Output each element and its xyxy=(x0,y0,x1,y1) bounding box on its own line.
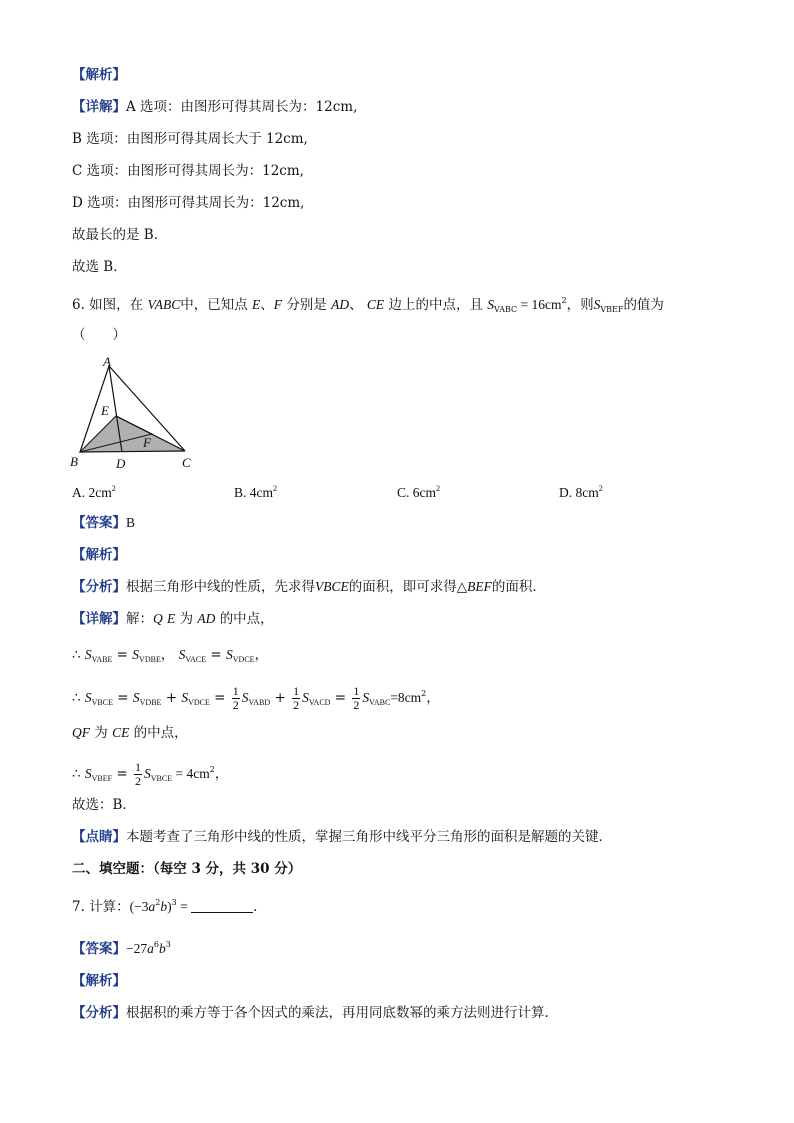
section-2-title: 二、填空题：（每空 3 分，共 30 分） xyxy=(72,861,302,877)
label-c: C xyxy=(182,455,191,470)
q5-detail-a-text: A 选项：由图形可得其周长为：12cm, xyxy=(126,99,358,115)
q6-option-a xyxy=(72,484,116,501)
q6-analysis-bef: BEF xyxy=(467,579,492,594)
step2-s3: S xyxy=(181,690,189,705)
q6-detail-3b: 为 xyxy=(94,725,108,741)
q6-s: S xyxy=(487,297,495,312)
q7-ans-six: 6 xyxy=(153,940,159,949)
q7-analysis xyxy=(72,1004,549,1022)
q6-sub-bef: VBEF xyxy=(600,305,624,314)
q6-detail-e: E xyxy=(167,611,176,626)
step2-sub-e: VACD xyxy=(308,698,331,707)
q6-detail-1c: 的中点， xyxy=(219,611,274,627)
q6-stem xyxy=(72,292,664,319)
q6-option-d xyxy=(559,484,603,501)
q7-ans-three: 3 xyxy=(165,940,171,949)
q6-option-b xyxy=(234,484,277,501)
q7-ans-c: b xyxy=(158,941,166,956)
q7-analysis-tag: 【分析】 xyxy=(72,1005,126,1021)
step2-sub-d: VABD xyxy=(248,698,271,707)
q6-analysis-tri: VBCE xyxy=(315,579,349,594)
fraction-num-2: 1 xyxy=(293,684,300,698)
q5-detail-tag: 【详解】 xyxy=(72,99,126,115)
q7-jiexi-tag: 【解析】 xyxy=(72,973,126,989)
q6-analysis-3: 的面积． xyxy=(491,579,546,595)
q7-stem-text: 7. 计算： xyxy=(72,899,130,915)
q7-answer-tag: 【答案】 xyxy=(72,941,126,957)
q6-stem-part3: 分别是 xyxy=(286,297,327,313)
q6-detail-3c: 的中点， xyxy=(133,725,188,741)
q7-paren-close: ) xyxy=(167,899,172,914)
therefore-symbol-2: ∴ xyxy=(72,690,81,706)
q6-detail-tag: 【详解】 xyxy=(72,611,126,627)
q6-choose: 故选：B． xyxy=(72,797,136,813)
q6-analysis-tag: 【分析】 xyxy=(72,579,126,595)
q6-option-c xyxy=(397,484,440,501)
q7-cube: 3 xyxy=(171,898,177,907)
step2-s5: S xyxy=(302,690,309,705)
q6-stem-part2: 中，已知点 xyxy=(180,297,248,313)
because-symbol: Q xyxy=(153,611,163,626)
q7-ans-b: a xyxy=(147,941,154,956)
label-a: A xyxy=(103,356,111,369)
triangle-symbol: V xyxy=(147,297,155,312)
step4-s1: S xyxy=(84,766,92,781)
q6-sep1: 、 xyxy=(260,297,274,313)
q6-paren: （ ） xyxy=(72,327,126,343)
q6-ad: AD xyxy=(331,297,350,312)
because-symbol-2: Q xyxy=(72,725,82,740)
label-e: E xyxy=(101,403,109,418)
q6-option-c-text: C. 6cm xyxy=(397,485,436,500)
fraction-num-3: 1 xyxy=(353,684,360,698)
fraction-num-1: 1 xyxy=(232,684,239,698)
q5-detail-d: D 选项：由图形可得其周长为：12cm, xyxy=(72,195,305,211)
q6-detail-1 xyxy=(72,610,274,628)
q7-sq2: 2 xyxy=(155,898,161,907)
q6-option-d-sq: 2 xyxy=(598,484,603,493)
q5-detail-c: C 选项：由图形可得其周长为：12cm, xyxy=(72,163,304,179)
step2-sub-a: VBCE xyxy=(91,698,113,707)
q7-analysis-text: 根据积的乘方等于各个因式的乘法，再用同底数幂的乘方法则进行计算. xyxy=(126,1005,549,1021)
therefore-symbol: ∴ xyxy=(72,647,81,663)
step2-s2: S xyxy=(132,690,140,705)
step4-s2: S xyxy=(144,766,151,781)
q6-point-e: E xyxy=(252,297,261,312)
q6-option-a-text: A. 2cm xyxy=(72,485,112,500)
step2-sub-c: VDCE xyxy=(188,698,210,707)
q5-conclusion: 故最长的是 B． xyxy=(72,227,168,243)
q6-point-f: F xyxy=(273,297,283,312)
fraction-num-4: 1 xyxy=(135,760,141,774)
q7-ans-a: −27 xyxy=(126,941,148,956)
step2-result: =8cm xyxy=(390,690,422,705)
step1-sub-a: VABE xyxy=(91,655,113,664)
label-f: F xyxy=(143,435,151,450)
q6-stem-part5: ，则 xyxy=(566,297,594,313)
step2-sq: 2 xyxy=(421,689,427,698)
step1-s1: S xyxy=(84,647,92,662)
q6-answer-tag: 【答案】 xyxy=(72,515,126,531)
step4-sub-a: VBEF xyxy=(91,774,113,783)
q6-sub-abc: VABC xyxy=(494,305,518,314)
fraction-den-4: 2 xyxy=(135,774,141,788)
step2-s1: S xyxy=(84,690,92,705)
q6-option-c-sq: 2 xyxy=(436,484,440,493)
q6-comment xyxy=(72,828,612,846)
q6-ce: CE xyxy=(366,297,385,312)
q6-answer-value: B xyxy=(126,515,136,530)
q6-triangle-figure xyxy=(66,356,206,474)
q6-detail-ce: CE xyxy=(112,725,130,740)
step4-result: = 4cm xyxy=(172,766,210,781)
q5-detail-b: B 选项：由图形可得其周长大于 12cm, xyxy=(72,131,308,147)
step1-s2: S xyxy=(132,647,140,662)
fraction-den-3: 2 xyxy=(353,698,360,712)
q6-stem-part1: 6. 如图，在 xyxy=(72,297,144,313)
q6-comment-text: 本题考查了三角形中线的性质，掌握三角形中线平分三角形的面积是解题的关键． xyxy=(126,829,612,845)
q7-expr-b: a xyxy=(148,899,156,914)
q6-detail-1-text: 解： xyxy=(126,611,153,627)
q6-step4: ∴ $S_{VBEF}$ = $\frac{1}{2}$ $S_{VBCE} = 4cm^2$， xyxy=(72,760,229,788)
q5-detail-a xyxy=(72,98,357,116)
fraction-den-1: 2 xyxy=(232,698,239,712)
q6-s2: S xyxy=(593,297,601,312)
q7-expr-c: b xyxy=(160,899,168,914)
step2-sub-b: VDBE xyxy=(139,698,162,707)
q6-detail-3 xyxy=(72,724,188,742)
q6-option-d-text: D. 8cm xyxy=(559,485,599,500)
label-d: D xyxy=(116,456,126,471)
q6-comment-tag: 【点睛】 xyxy=(72,829,126,845)
step2-s4: S xyxy=(241,690,249,705)
q6-option-b-text: B. 4cm xyxy=(234,485,273,500)
q7-stem xyxy=(72,894,257,916)
step4-sub-b: VBCE xyxy=(150,774,173,783)
step1-s4: S xyxy=(226,647,233,662)
q7-eq: = xyxy=(176,899,192,914)
q7-paren-open: ( xyxy=(129,899,135,914)
q6-sq: 2 xyxy=(561,296,567,305)
q6-eq16: = 16cm xyxy=(517,297,562,312)
q5-jiexi-tag: 【解析】 xyxy=(72,67,126,83)
q6-analysis-2: 的面积，即可求得△ xyxy=(348,579,468,595)
fraction-half-4 xyxy=(134,761,142,788)
q6-stem-part4: 边上的中点，且 xyxy=(388,297,483,313)
step4-sq: 2 xyxy=(209,765,215,774)
step2-sub-f: VABC xyxy=(369,698,391,707)
fraction-half-2 xyxy=(292,685,300,712)
q6-stem-part6: 的值为 xyxy=(623,297,664,313)
q7-answer-blank xyxy=(191,900,253,913)
fraction-half-3 xyxy=(352,685,360,712)
q6-analysis xyxy=(72,578,546,596)
q5-choose: 故选 B． xyxy=(72,259,127,275)
step1-sub-d: VDCE xyxy=(232,655,255,664)
step1-sub-b: VDBE xyxy=(139,655,161,664)
q6-option-a-sq: 2 xyxy=(111,484,116,493)
q6-detail-1b: 为 xyxy=(179,611,194,627)
q7-answer xyxy=(72,936,171,958)
step2-s6: S xyxy=(362,690,370,705)
q6-step2: ∴ $S_{VBCE} = S_{VDBE} + S_{VDCE}$ = $\frac{1}{2}$ $S_{VABD}$ + $\frac{1}{2}$ $S_{VACD}$ = $\frac{1}{2}$ $S_{VABC}=8cm^2$， xyxy=(72,684,440,712)
q6-detail-f: F xyxy=(81,725,90,740)
step1-s3: S xyxy=(178,647,186,662)
step1-sub-c: VACE xyxy=(185,655,207,664)
q6-sep2: 、 xyxy=(349,297,363,313)
q6-analysis-1: 根据三角形中线的性质，先求得 xyxy=(126,579,315,595)
q6-abc: ABC xyxy=(154,297,181,312)
therefore-symbol-3: ∴ xyxy=(72,766,81,782)
fraction-den-2: 2 xyxy=(293,698,300,712)
q7-period: . xyxy=(253,899,258,915)
q6-jiexi-tag: 【解析】 xyxy=(72,547,126,563)
q6-detail-ad: AD xyxy=(197,611,216,626)
q6-option-b-sq: 2 xyxy=(273,484,277,493)
label-b: B xyxy=(70,454,78,469)
q6-step1: ∴ $S_{VABE} = S_{VDBE}$， $S_{VACE} = S_{VDCE}$， xyxy=(72,647,269,664)
q6-answer xyxy=(72,514,135,532)
q7-expr-a: −3 xyxy=(134,899,149,914)
fraction-half-1 xyxy=(232,685,240,712)
